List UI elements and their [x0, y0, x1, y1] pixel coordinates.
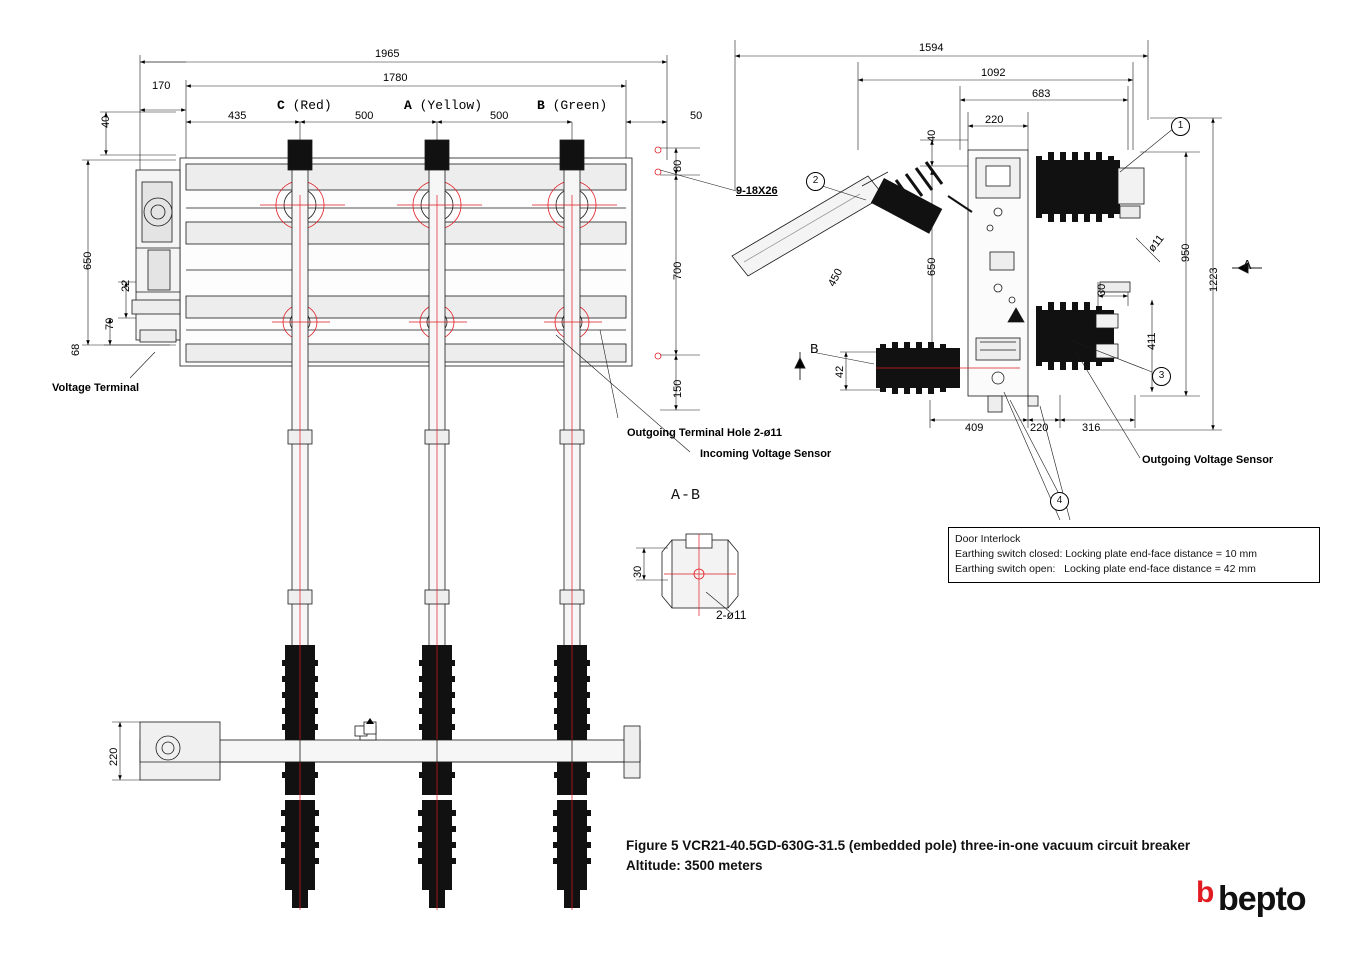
dim-h22: 22 [120, 279, 132, 292]
dim-side-30: 30 [1096, 283, 1108, 296]
dim-right-offset: 50 [690, 110, 703, 122]
dim-side-411: 411 [1146, 332, 1158, 350]
dim-side-1092: 1092 [981, 67, 1006, 79]
dim-top-height: 40 [100, 115, 112, 128]
dim-phase-gap-1: 435 [228, 110, 247, 122]
dim-d700: 700 [672, 261, 684, 280]
dim-side-phi11: ø11 [1146, 232, 1167, 255]
dim-phase-gap-3: 500 [490, 110, 509, 122]
dim-d150: 150 [672, 379, 684, 398]
dim-side-1223: 1223 [1208, 267, 1220, 292]
dim-h70: 70 [104, 317, 116, 330]
hole-pattern-label: 9-18X26 [736, 185, 778, 197]
balloon-2: 2 [806, 172, 825, 191]
figure-title-line1: Figure 5 VCR21-40.5GD-630G-31.5 (embedded pole) three-in-one vacuum circuit breaker [626, 838, 1191, 853]
section-hole-note: 2-ø11 [716, 608, 747, 622]
phase-b-id: B [537, 98, 545, 113]
phase-a-id: A [404, 98, 412, 113]
dim-side-650: 650 [926, 257, 938, 276]
phase-c-id: C [277, 98, 285, 113]
dim-side-1594: 1594 [919, 42, 944, 54]
phase-label-a [404, 99, 482, 113]
incoming-voltage-sensor-label: Incoming Voltage Sensor [700, 448, 832, 460]
dim-overall-width: 1965 [375, 48, 400, 60]
dim-inner-width: 1780 [383, 72, 408, 84]
door-interlock-callout [948, 527, 1320, 583]
bepto-logo-mark: b [1196, 876, 1215, 909]
dim-phase-gap-2: 500 [355, 110, 374, 122]
outgoing-voltage-sensor-label: Outgoing Voltage Sensor [1142, 454, 1274, 466]
dim-d80: 80 [672, 159, 684, 172]
door-interlock-line1: Earthing switch closed: Locking plate end-face distance = 10 mm [955, 548, 1258, 561]
dim-side-316: 316 [1082, 422, 1101, 434]
dim-side-409: 409 [965, 422, 984, 434]
dim-side-450: 450 [826, 266, 846, 289]
phase-label-b [537, 99, 607, 113]
phase-b-color: (Green) [552, 98, 608, 113]
voltage-terminal-label: Voltage Terminal [52, 382, 140, 394]
outgoing-terminal-hole-label: Outgoing Terminal Hole 2-ø11 [627, 427, 783, 439]
section-mark-b: B [810, 342, 819, 358]
figure-title [626, 836, 1190, 877]
dim-bottom-220: 220 [108, 747, 120, 766]
dim-side-40: 40 [926, 129, 938, 142]
section-dim-30: 30 [632, 565, 644, 578]
dim-h68: 68 [70, 343, 82, 356]
dim-side-220: 220 [985, 114, 1004, 126]
dim-side-950: 950 [1180, 243, 1192, 262]
brand-name: bepto [1218, 880, 1306, 918]
dim-side-bot-220: 220 [1030, 422, 1049, 434]
door-interlock-title: Door Interlock [955, 533, 1021, 545]
bepto-logo-text [1218, 880, 1306, 919]
phase-label-c [277, 99, 332, 113]
dim-side-683: 683 [1032, 88, 1051, 100]
dim-left-offset: 170 [152, 80, 171, 92]
balloon-4: 4 [1050, 492, 1069, 511]
phase-a-color: (Yellow) [419, 98, 483, 113]
section-mark-a: A [1243, 258, 1252, 274]
balloon-3: 3 [1152, 367, 1171, 386]
door-interlock-line2: Earthing switch open: Locking plate end-face distance = 42 mm [955, 563, 1256, 576]
balloon-1: 1 [1171, 117, 1190, 136]
dim-height-650: 650 [82, 251, 94, 270]
section-ab-label: A-B [671, 487, 702, 504]
phase-c-color: (Red) [292, 98, 332, 113]
figure-title-line2: Altitude: 3500 meters [626, 858, 763, 874]
dim-side-42: 42 [834, 365, 846, 378]
